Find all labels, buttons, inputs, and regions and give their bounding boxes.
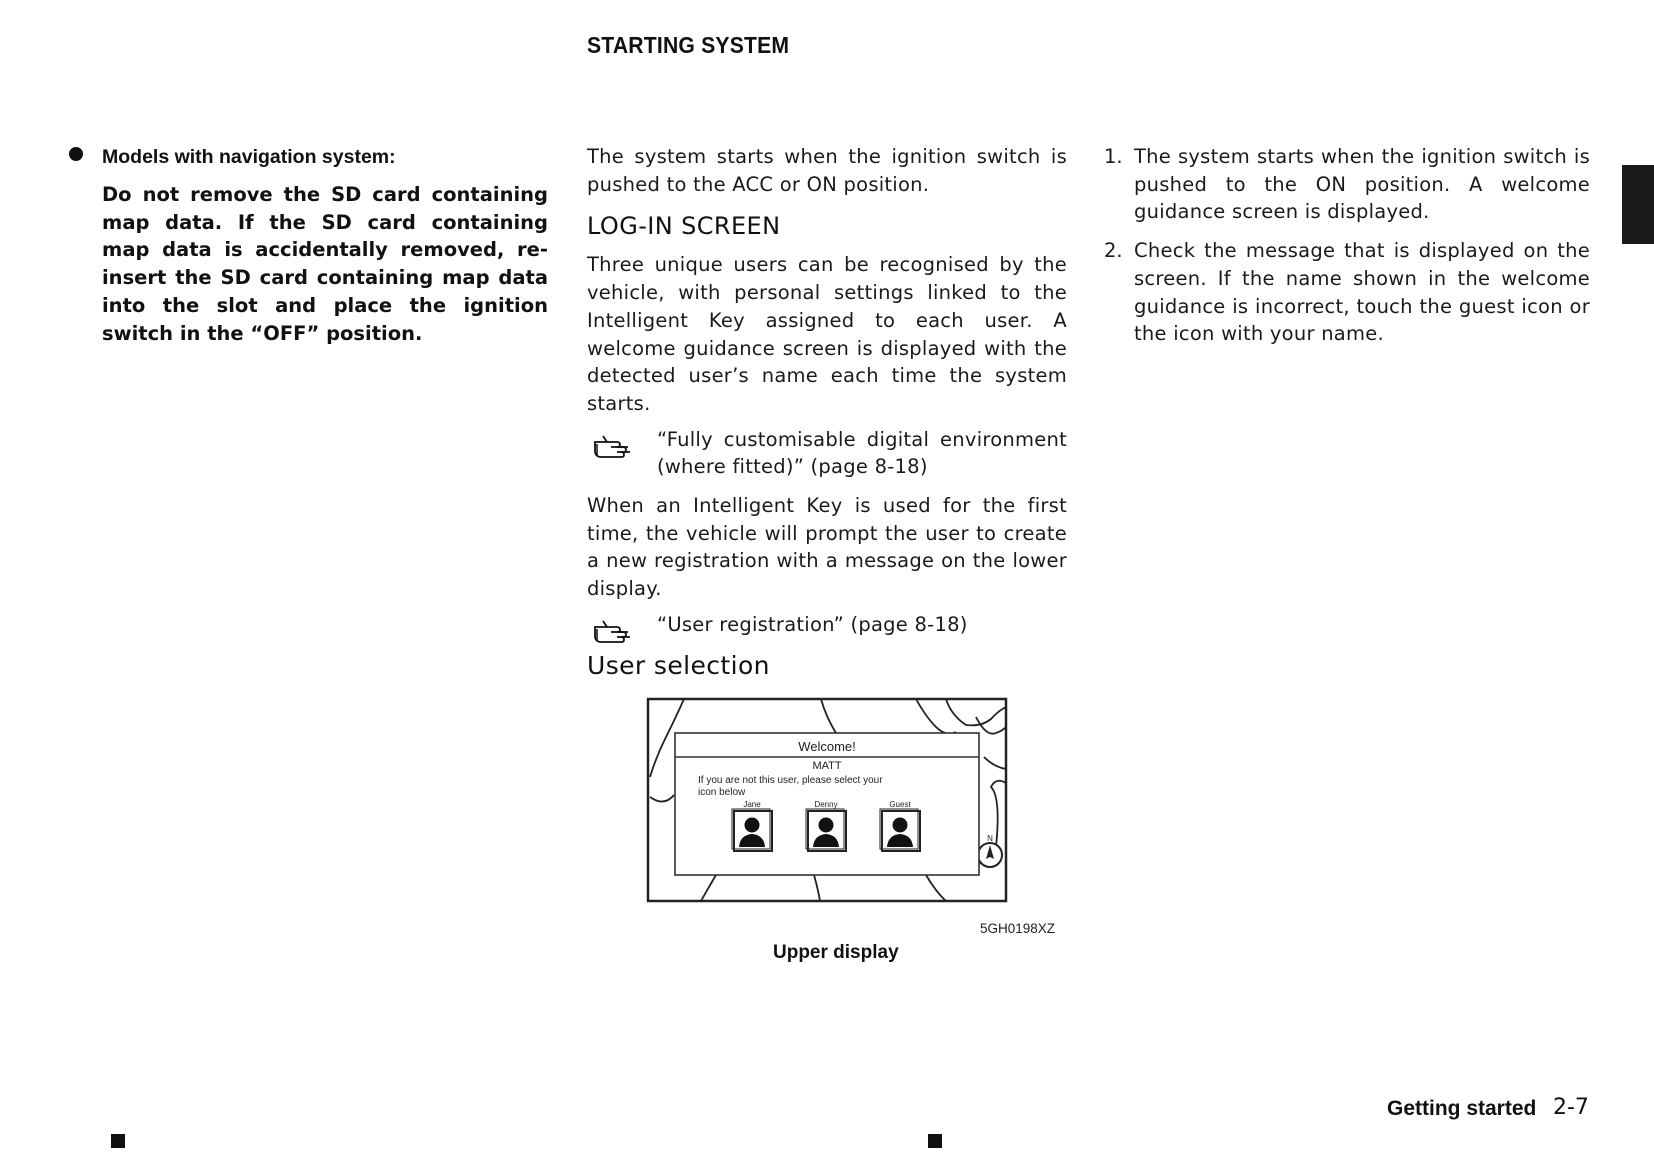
section-title: LOG-IN SCREEN bbox=[587, 212, 781, 241]
bullet-icon bbox=[69, 147, 83, 161]
login-paragraph: Three unique users can be recognised by the vehicle, with personal settings linked to the Intelligent Key assigned to each user. A welcome guidance screen is displayed with the detected user’s name each time the system starts. bbox=[587, 253, 1067, 415]
first-use-paragraph: When an Intelligent Key is used for the first time, the vehicle will prompt the user to create a new registration with a message on the lower display. bbox=[587, 494, 1067, 601]
footer-section-name: Getting started bbox=[1387, 1097, 1537, 1120]
step-number: 1. bbox=[1104, 145, 1123, 168]
step-text: The system starts when the ignition switch is pushed to the ON position. A welcome guidance screen is displayed. bbox=[1134, 145, 1590, 224]
pointing-hand-icon bbox=[593, 434, 633, 460]
upper-display-illustration bbox=[646, 697, 1008, 903]
left-column bbox=[68, 143, 548, 347]
dialog-message-line2: icon below bbox=[698, 787, 746, 798]
intro-paragraph: The system starts when the ignition switch is pushed to the ACC or ON position. bbox=[587, 145, 1067, 196]
sd-card-warning: Do not remove the SD card containing map data. If the SD card containing map data is accidentally removed, re-insert the SD card containing map data into the slot and place the ignition switch in the “OFF” position. bbox=[102, 183, 548, 345]
steps-list bbox=[1104, 143, 1590, 348]
detected-user-name: MATT bbox=[812, 760, 842, 772]
pointing-hand-icon bbox=[593, 619, 633, 645]
chapter-tab bbox=[1622, 165, 1654, 244]
user-label: Jane bbox=[743, 800, 761, 809]
user-label: Denny bbox=[814, 800, 838, 809]
step-item bbox=[1104, 237, 1590, 348]
step-item bbox=[1104, 143, 1590, 226]
right-column bbox=[1104, 143, 1590, 359]
cross-reference bbox=[587, 426, 1067, 481]
step-text: Check the message that is displayed on the screen. If the name shown in the welcome guidance is incorrect, touch the guest icon or the icon with your name. bbox=[1134, 239, 1590, 346]
page-header: STARTING SYSTEM bbox=[587, 32, 790, 58]
reference-text[interactable]: “Fully customisable digital environment (where fitted)” (page 8-18) bbox=[657, 427, 1067, 479]
reference-text[interactable]: “User registration” (page 8-18) bbox=[657, 612, 968, 636]
crop-mark bbox=[928, 1134, 942, 1148]
dialog-message-line1: If you are not this user, please select your bbox=[698, 775, 883, 786]
cross-reference bbox=[587, 611, 1067, 639]
figure-caption: Upper display bbox=[773, 942, 899, 963]
step-number: 2. bbox=[1104, 239, 1123, 263]
page-number: 2-7 bbox=[1553, 1095, 1589, 1120]
middle-column bbox=[587, 143, 1067, 682]
bullet-title: Models with navigation system: bbox=[102, 146, 396, 168]
nav-system-note bbox=[68, 143, 548, 347]
dialog-title: Welcome! bbox=[798, 739, 856, 754]
crop-mark bbox=[111, 1134, 125, 1148]
subsection-title: User selection bbox=[587, 650, 770, 680]
figure-code: 5GH0198XZ bbox=[980, 921, 1056, 936]
compass-label: N bbox=[987, 834, 993, 843]
user-label: Guest bbox=[889, 800, 911, 809]
